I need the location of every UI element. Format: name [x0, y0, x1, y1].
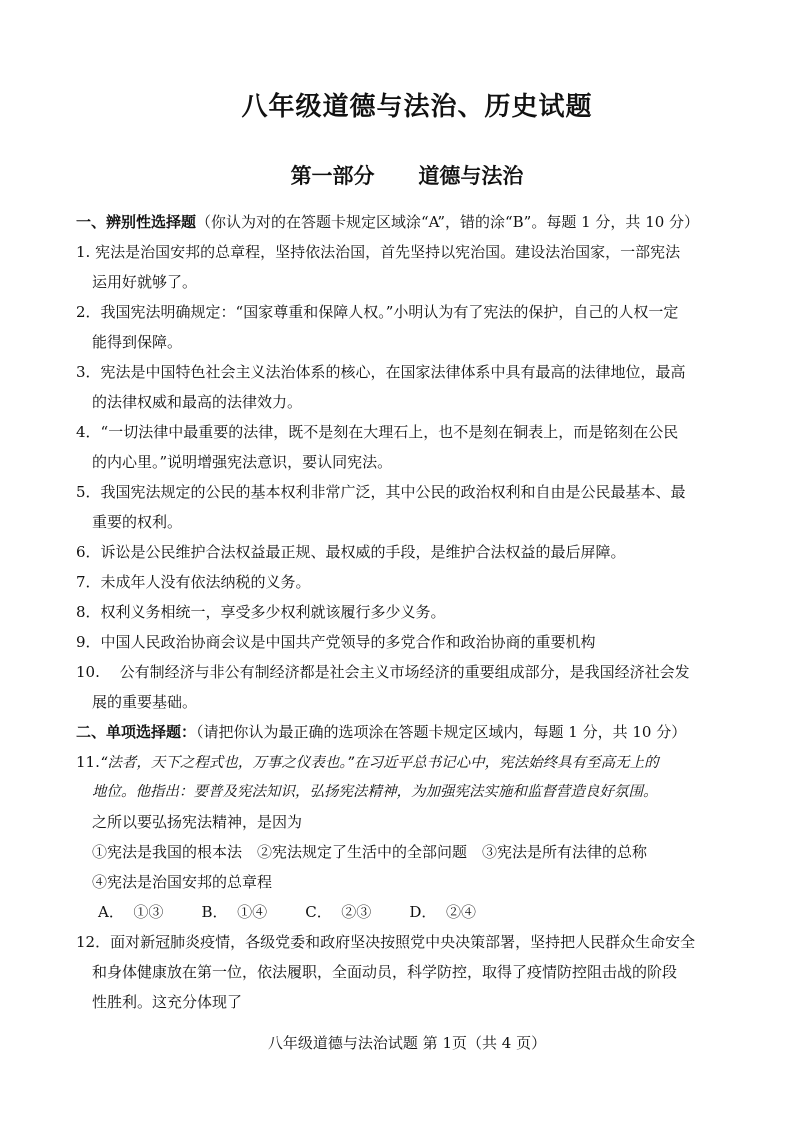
- question-item: [76, 237, 726, 297]
- question-line: 性胜利。这充分体现了: [92, 993, 243, 1011]
- question-line: 运用好就够了。: [92, 273, 198, 291]
- answer-options: A． ①③ B． ①④ C． ②③ D． ②④: [98, 903, 476, 921]
- section-note: （你认为对的在答题卡规定区域涂“A”，错的涂“B”。每题 1 分，共 10 分）: [196, 213, 700, 231]
- statement-list: ①宪法是我国的根本法 ②宪法规定了生活中的全部问题 ③宪法是所有法律的总称: [92, 843, 648, 861]
- question-content: [76, 207, 726, 1017]
- question-item: 6．诉讼是公民维护合法权益最正规、最权威的手段，是维护合法权益的最后屏障。: [76, 543, 626, 561]
- question-line: 4．“一切法律中最重要的法律，既不是刻在大理石上，也不是刻在铜表上，而是铭刻在公民: [76, 423, 679, 441]
- question-line: 地位。他指出：要普及宪法知识，弘扬宪法精神，为加强宪法实施和监督营造良好氛围。: [92, 784, 658, 800]
- section-title: 一、辨别性选择题: [76, 213, 197, 231]
- question-line: 12．面对新冠肺炎疫情，各级党委和政府坚决按照党中央决策部署，坚持把人民群众生命安全: [76, 933, 696, 951]
- question-item: [76, 417, 726, 477]
- statement-list: ④宪法是治国安邦的总章程: [92, 873, 273, 891]
- question-item: 8．权利义务相统一，享受多少权利就该履行多少义务。: [76, 603, 446, 621]
- question-line: 的法律权威和最高的法律效力。: [92, 393, 303, 411]
- question-item: [76, 657, 726, 717]
- question-item: [76, 477, 726, 537]
- question-item: 7．未成年人没有依法纳税的义务。: [76, 573, 311, 591]
- question-item: 9．中国人民政治协商会议是中国共产党领导的多党合作和政治协商的重要机构: [76, 633, 596, 651]
- section-heading: [76, 717, 726, 747]
- question-line: 5．我国宪法规定的公民的基本权利非常广泛，其中公民的政治权利和自由是公民最基本、最: [76, 483, 686, 501]
- question-line: 的内心里。”说明增强宪法意识，要认同宪法。: [92, 453, 393, 471]
- page-title: 八年级道德与法治、历史试题: [241, 92, 593, 122]
- question-line: 10. 公有制经济与非公有制经济都是社会主义市场经济的重要组成部分，是我国经济社会发: [76, 663, 690, 681]
- quotation-text: “法者，天下之程式也，万事之仪表也。”在习近平总书记心中，宪法始终具有至高无上的: [99, 755, 659, 771]
- question-line: 和身体健康放在第一位，依法履职，全面动员，科学防控，取得了疫情防控阻击战的阶段: [92, 963, 678, 981]
- section-heading: [76, 207, 726, 237]
- question-line: 能得到保障。: [92, 333, 183, 351]
- question-item: [76, 927, 726, 1017]
- question-line: 之所以要弘扬宪法精神，是因为: [92, 813, 303, 831]
- question-line: 展的重要基础。: [92, 693, 198, 711]
- question-item: [76, 747, 726, 927]
- page-footer: 八年级道德与法治试题 第 1页（共 4 页）: [267, 1034, 547, 1052]
- question-line: [76, 747, 726, 777]
- section-note: （请把你认为最正确的选项涂在答题卡规定区域内，每题 1 分，共 10 分）: [196, 723, 687, 741]
- part-heading: 第一部分 道德与法治: [290, 163, 524, 188]
- question-number: 11.: [76, 753, 100, 771]
- question-line: 重要的权利。: [92, 513, 183, 531]
- question-line: 1. 宪法是治国安邦的总章程，坚持依法治国，首先坚持以宪治国。建设法治国家，一部宪法: [76, 243, 681, 261]
- question-item: [76, 357, 726, 417]
- question-line: 3．宪法是中国特色社会主义法治体系的核心，在国家法律体系中具有最高的法律地位，最高: [76, 363, 686, 381]
- question-item: [76, 297, 726, 357]
- section-title: 二、单项选择题：: [76, 723, 197, 741]
- question-line: 2．我国宪法明确规定：“国家尊重和保障人权。”小明认为有了宪法的保护，自己的人权一定: [76, 303, 679, 321]
